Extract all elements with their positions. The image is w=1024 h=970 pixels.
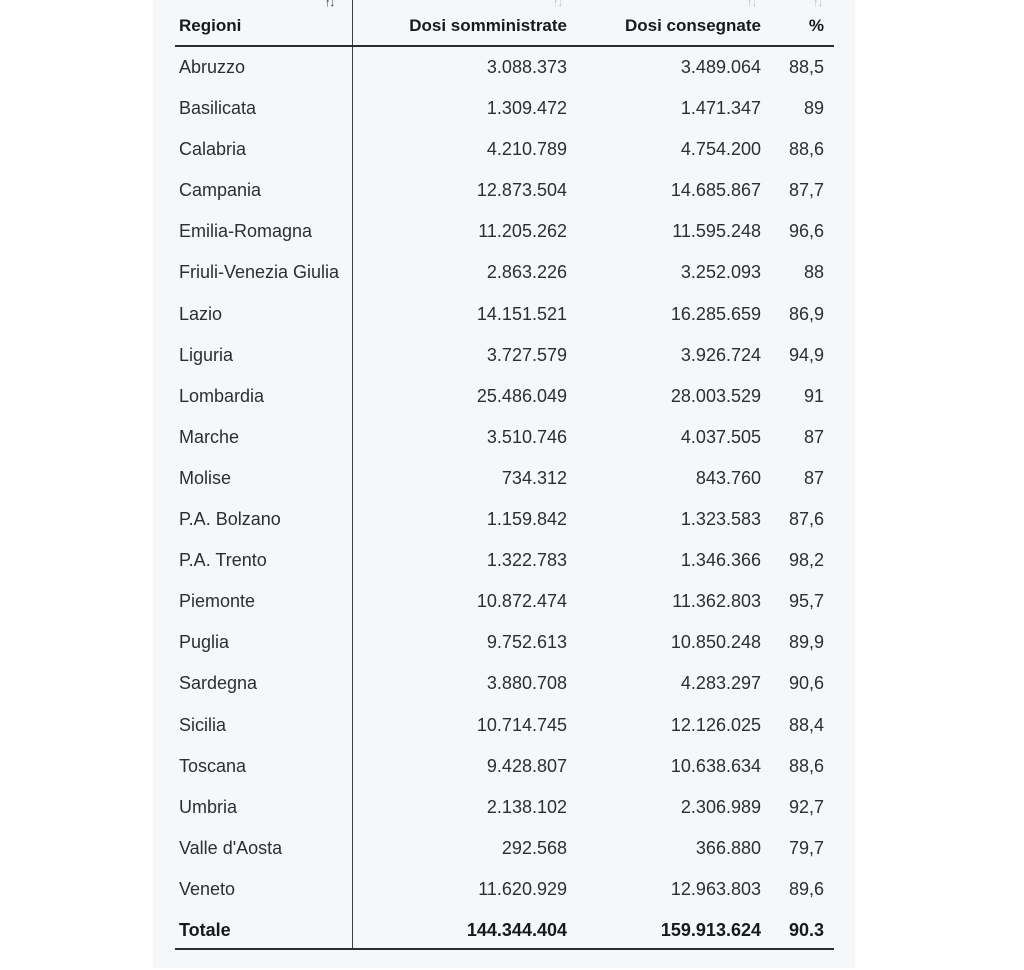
- cell-percent: 88,4: [788, 714, 824, 735]
- table-row: [175, 787, 834, 828]
- cell-region: Valle d'Aosta: [179, 837, 283, 858]
- cell-percent: 88,6: [788, 755, 824, 776]
- sort-arrows-icon[interactable]: ↑↓: [747, 0, 756, 9]
- cell-percent: 90,6: [788, 673, 824, 694]
- cell-delivered: 3.252.093: [680, 262, 761, 283]
- table-row: [175, 663, 834, 704]
- cell-region: Emilia-Romagna: [179, 221, 313, 242]
- cell-administered: 2.138.102: [486, 796, 567, 817]
- cell-delivered: 4.283.297: [680, 673, 761, 694]
- cell-delivered: 12.126.025: [670, 714, 761, 735]
- cell-delivered: 10.638.634: [670, 755, 761, 776]
- cell-delivered: 1.471.347: [680, 98, 761, 119]
- cell-percent: 87,6: [788, 509, 824, 530]
- cell-region: Friuli-Venezia Giulia: [179, 262, 340, 283]
- cell-region: Calabria: [179, 139, 247, 160]
- cell-administered: 3.880.708: [486, 673, 567, 694]
- header-dosi-somministrate[interactable]: Dosi somministrate: [409, 16, 567, 35]
- table-bottom-rule: [175, 948, 834, 950]
- table-row: [175, 376, 834, 417]
- cell-administered: 10.714.745: [476, 714, 567, 735]
- cell-percent: 91: [803, 385, 824, 406]
- cell-region: Molise: [179, 467, 232, 488]
- table-row: [175, 294, 834, 335]
- header-percent[interactable]: %: [808, 16, 824, 35]
- cell-delivered: 1.346.366: [680, 550, 761, 571]
- table-row: [175, 335, 834, 376]
- cell-percent: 87: [803, 426, 824, 447]
- cell-percent: 89,6: [788, 878, 824, 899]
- sort-arrows-icon[interactable]: ↑↓: [813, 0, 822, 9]
- cell-administered: 9.428.807: [486, 755, 567, 776]
- cell-delivered: 3.489.064: [680, 57, 761, 77]
- table-row: [175, 622, 834, 663]
- table-row: [175, 705, 834, 746]
- cell-percent: 88,5: [788, 57, 824, 77]
- cell-percent: 79,7: [788, 837, 824, 858]
- cell-region: P.A. Bolzano: [179, 509, 281, 530]
- cell-administered: 4.210.789: [486, 139, 567, 160]
- cell-region: Lombardia: [179, 385, 265, 406]
- cell-delivered: 14.685.867: [670, 180, 761, 201]
- cell-administered: 11.620.929: [478, 878, 567, 899]
- cell-delivered: 11.595.248: [672, 221, 761, 242]
- cell-administered: 3.727.579: [486, 344, 567, 365]
- table-row: [175, 540, 834, 581]
- cell-administered: 9.752.613: [486, 632, 567, 653]
- cell-region: Umbria: [179, 796, 238, 817]
- cell-percent: 98,2: [788, 550, 824, 571]
- table-row: [175, 499, 834, 540]
- cell-percent: 88: [803, 262, 824, 283]
- table-row: [175, 581, 834, 622]
- cell-region: P.A. Trento: [179, 550, 267, 571]
- cell-delivered: 4.037.505: [680, 426, 761, 447]
- cell-administered: 10.872.474: [476, 591, 567, 612]
- cell-delivered: 4.754.200: [680, 139, 761, 160]
- cell-delivered: 12.963.803: [670, 878, 761, 899]
- cell-administered: 734.312: [501, 467, 567, 488]
- table-row: [175, 869, 834, 910]
- table-row: [175, 170, 834, 211]
- cell-delivered: 16.285.659: [670, 303, 761, 324]
- cell-region: Puglia: [179, 632, 230, 653]
- vaccine-doses-table: [175, 0, 834, 951]
- cell-region: Sicilia: [179, 714, 227, 735]
- table-body: [175, 47, 834, 910]
- cell-administered: 292.568: [501, 837, 567, 858]
- cell-percent: 89,9: [788, 632, 824, 653]
- cell-region: Marche: [179, 426, 240, 447]
- cell-delivered: 28.003.529: [670, 385, 761, 406]
- header-regioni[interactable]: Regioni: [179, 16, 242, 35]
- cell-delivered: 2.306.989: [680, 796, 761, 817]
- table-row: [175, 417, 834, 458]
- total-label: Totale: [179, 919, 231, 940]
- cell-percent: 94,9: [788, 344, 824, 365]
- cell-administered: 1.309.472: [486, 98, 567, 119]
- cell-percent: 95,7: [788, 591, 824, 612]
- cell-percent: 89: [803, 98, 824, 119]
- cell-administered: 3.510.746: [486, 426, 567, 447]
- cell-delivered: 1.323.583: [680, 509, 761, 530]
- total-administered: 144.344.404: [466, 919, 567, 940]
- cell-administered: 1.159.842: [486, 509, 567, 530]
- total-percent: 90.3: [788, 919, 824, 940]
- cell-delivered: 843.760: [695, 467, 761, 488]
- cell-administered: 14.151.521: [476, 303, 567, 324]
- cell-percent: 86,9: [788, 303, 824, 324]
- cell-region: Sardegna: [179, 673, 258, 694]
- cell-administered: 12.873.504: [476, 180, 567, 201]
- cell-region: Campania: [179, 180, 262, 201]
- cell-percent: 87: [803, 467, 824, 488]
- cell-region: Lazio: [179, 303, 223, 324]
- sort-arrows-icon[interactable]: ↑↓: [553, 0, 562, 9]
- cell-region: Piemonte: [179, 591, 256, 612]
- cell-percent: 96,6: [788, 221, 824, 242]
- cell-administered: 25.486.049: [476, 385, 567, 406]
- table-row: [175, 458, 834, 499]
- table-header-row: [175, 0, 834, 47]
- cell-delivered: 10.850.248: [670, 632, 761, 653]
- table-row: [175, 129, 834, 170]
- header-dosi-consegnate[interactable]: Dosi consegnate: [624, 16, 761, 35]
- cell-region: Abruzzo: [179, 57, 246, 77]
- cell-administered: 11.205.262: [478, 221, 567, 242]
- cell-delivered: 366.880: [695, 837, 761, 858]
- cell-percent: 88,6: [788, 139, 824, 160]
- cell-region: Toscana: [179, 755, 247, 776]
- cell-administered: 2.863.226: [486, 262, 567, 283]
- table-row: [175, 252, 834, 293]
- cell-region: Basilicata: [179, 98, 257, 119]
- cell-administered: 1.322.783: [486, 550, 567, 571]
- table-row: [175, 211, 834, 252]
- total-delivered: 159.913.624: [660, 919, 761, 940]
- cell-administered: 3.088.373: [486, 57, 567, 77]
- sort-arrows-icon[interactable]: ↑↓: [325, 0, 334, 9]
- cell-percent: 92,7: [788, 796, 824, 817]
- table-row: [175, 47, 834, 88]
- table-row: [175, 828, 834, 869]
- table-row: [175, 88, 834, 129]
- table-row: [175, 746, 834, 787]
- cell-delivered: 11.362.803: [672, 591, 761, 612]
- cell-region: Veneto: [179, 878, 236, 899]
- cell-region: Liguria: [179, 344, 234, 365]
- cell-percent: 87,7: [788, 180, 824, 201]
- cell-delivered: 3.926.724: [680, 344, 761, 365]
- total-row: [175, 910, 834, 951]
